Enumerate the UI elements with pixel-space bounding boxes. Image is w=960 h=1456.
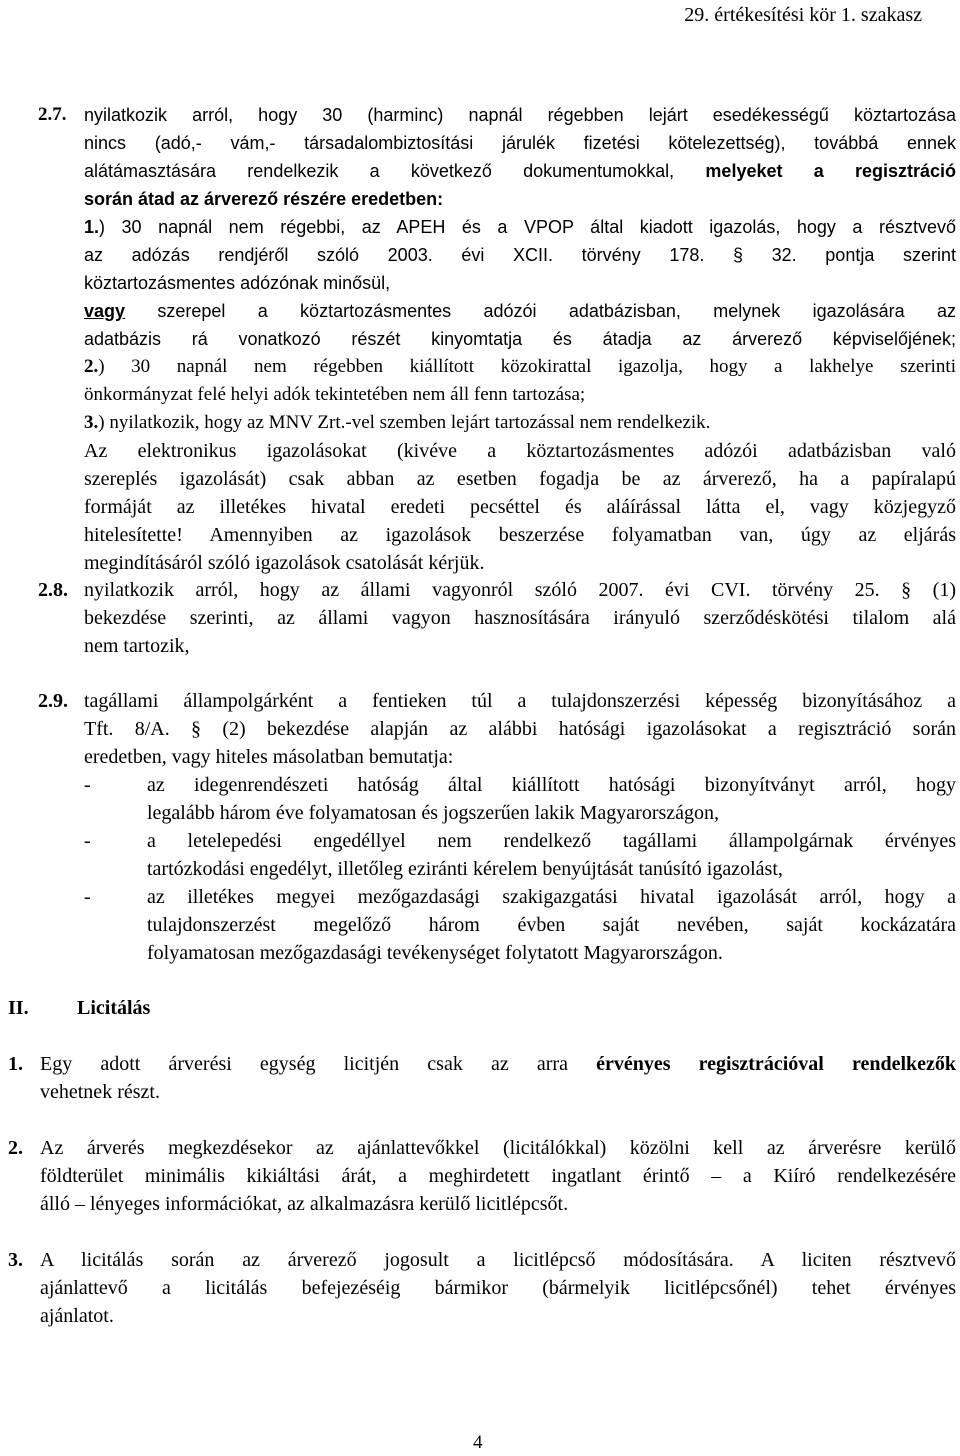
licit-2-line-2: földterület minimális kikiáltási árát, a meghirdetett ingatlant érintő – a Kiíró rendelkezésére [40,1165,956,1187]
licit-2-line-3: álló – lényeges információkat, az alkalmazásra kerülő licitlépcsőt. [40,1193,569,1215]
page-header: 29. értékesítési kör 1. szakasz [684,4,922,26]
s27-item-1-line-1 [84,213,956,241]
licit-3-line-3: ajánlatot. [40,1305,114,1327]
item-3-text: ) nyilatkozik, hogy az MNV Zrt.-vel szemben lejárt tartozással nem rendelkezik. [98,412,711,433]
s27-para-line-1: Az elektronikus igazolásokat (kivéve a köztartozásmentes adózói adatbázisban való [84,440,956,462]
s28-line-3: nem tartozik, [84,635,190,657]
s28-line-1: nyilatkozik arról, hogy az állami vagyonról szóló 2007. évi CVI. törvény 25. § (1) [84,579,956,601]
licit-3-line-1: A licitálás során az árverező jogosult a licitlépcső módosítására. A liciten résztvevő [40,1249,956,1271]
s29-bullet-3-line-1: az illetékes megyei mezőgazdasági szakigazgatási hivatal igazolását arról, hogy a [147,886,956,908]
s27-line-1: nyilatkozik arról, hogy 30 (harminc) napnál régebben lejárt esedékességű köztartozása [84,105,956,125]
s27-line-3b: melyeket a regisztráció [705,161,956,181]
s27-para-line-3: formáját az illetékes hivatal eredeti pecséttel és aláírással látta el, vagy közjegyző [84,496,956,518]
s27-line-4: során átad az árverező részére eredetben: [84,189,444,209]
item-number-2: 2. [8,1137,23,1159]
s27-para-line-2: szereplés igazolását) csak abban az esetben fogadja be az árverező, ha a papíralapú [84,468,956,490]
section-number-2-9: 2.9. [38,690,68,712]
item-2-text: ) 30 napnál nem régebben kiállított közokirattal igazolja, hogy a lakhelye szerinti [98,356,956,377]
section-title-licitalas: Licitálás [77,997,151,1019]
item-3-number: 3. [84,412,99,433]
s27-item-1-line-2: az adózás rendjéről szóló 2003. évi XCII. törvény 178. § 32. pontja szerint [84,245,956,265]
s29-line-1: tagállami állampolgárként a fentieken túl a tulajdonszerzési képesség bizonyításához a [84,690,956,712]
s27-para-line-5: megindításáról szóló igazolások csatolását kérjük. [84,552,485,574]
s29-bullet-1-line-2: legalább három éve folyamatosan és jogszerűen lakik Magyarországon, [147,802,720,824]
s29-bullet-3-line-3: folyamatosan mezőgazdasági tevékenységet folytatott Magyarországon. [147,942,723,964]
s28-line-2: bekezdése szerinti, az állami vagyon hasznosítására irányuló szerződéskötési tilalom alá [84,607,956,629]
s27-line-3 [84,157,956,185]
s29-line-3: eredetben, vagy hiteles másolatban bemutatja: [84,746,454,768]
section-roman-ii: II. [8,997,29,1019]
licit-1-line-2: vehetnek részt. [40,1081,160,1103]
bullet-dash-3: - [84,886,91,908]
section-number-2-8: 2.8. [38,579,68,601]
s27-para-line-4: hitelesítette! Amennyiben az igazolások beszerzése folyamatban van, úgy az eljárás [84,524,956,546]
s27-item-2-line-1 [84,353,956,381]
licit-1-bold: érvényes regisztrációval rendelkezők [596,1053,957,1075]
s27-item-1-line-3: köztartozásmentes adózónak minősül, [84,273,391,293]
item-2-number: 2. [84,356,99,377]
bullet-dash-2: - [84,830,91,852]
s29-bullet-3-line-2: tulajdonszerzést megelőző három évben saját nevében, saját kockázatára [147,914,956,936]
s27-item-3-line-1 [84,409,710,437]
licit-2-line-1: Az árverés megkezdésekor az ajánlattevőkkel (licitálókkal) közölni kell az árverésre kerülő [40,1137,956,1159]
item-1-number: 1. [84,217,100,237]
page-number: 4 [473,1432,483,1453]
item-1-line-4-text: szerepel a köztartozásmentes adózói adatbázisban, melynek igazolására az [157,301,956,321]
s27-item-2-line-2: önkormányzat felé helyi adók tekintetében nem áll fenn tartozása; [84,384,586,405]
vagy-emphasis: vagy [84,301,126,321]
s29-bullet-2-line-1: a letelepedési engedéllyel nem rendelkező tagállami állampolgárnak érvényes [147,830,956,852]
licit-1-line-1 [40,1050,956,1078]
s27-line-2: nincs (adó,- vám,- társadalombiztosítási járulék fizetési kötelezettség), továbbá ennek [84,133,956,153]
s27-line-3a: alátámasztására rendelkezik a következő dokumentumokkal, [84,161,675,181]
s29-bullet-2-line-2: tartózkodási engedélyt, illetőleg eziránti kérelem benyújtását tanúsító igazolást, [147,858,783,880]
s27-item-1-line-5: adatbázis rá vonatkozó részét kinyomtatja és átadja az árverező képviselőjének; [84,329,956,349]
licit-1-text: Egy adott árverési egység licitjén csak az arra [40,1053,568,1075]
s29-bullet-1-line-1: az idegenrendészeti hatóság által kiállított hatósági bizonyítványt arról, hogy [147,774,956,796]
licit-3-line-2: ajánlattevő a licitálás befejezéséig bármikor (bármelyik licitlépcsőnél) tehet érvényes [40,1277,956,1299]
s27-item-1-line-4 [84,297,956,325]
bullet-dash-1: - [84,774,91,796]
item-number-1: 1. [8,1053,23,1075]
item-1-text: ) 30 napnál nem régebbi, az APEH és a VPOP által kiadott igazolás, hogy a résztvevő [99,217,956,237]
section-number-2-7: 2.7. [38,104,67,125]
s29-line-2: Tft. 8/A. § (2) bekezdése alapján az alábbi hatósági igazolásokat a regisztráció során [84,718,956,740]
item-number-3: 3. [8,1249,23,1271]
